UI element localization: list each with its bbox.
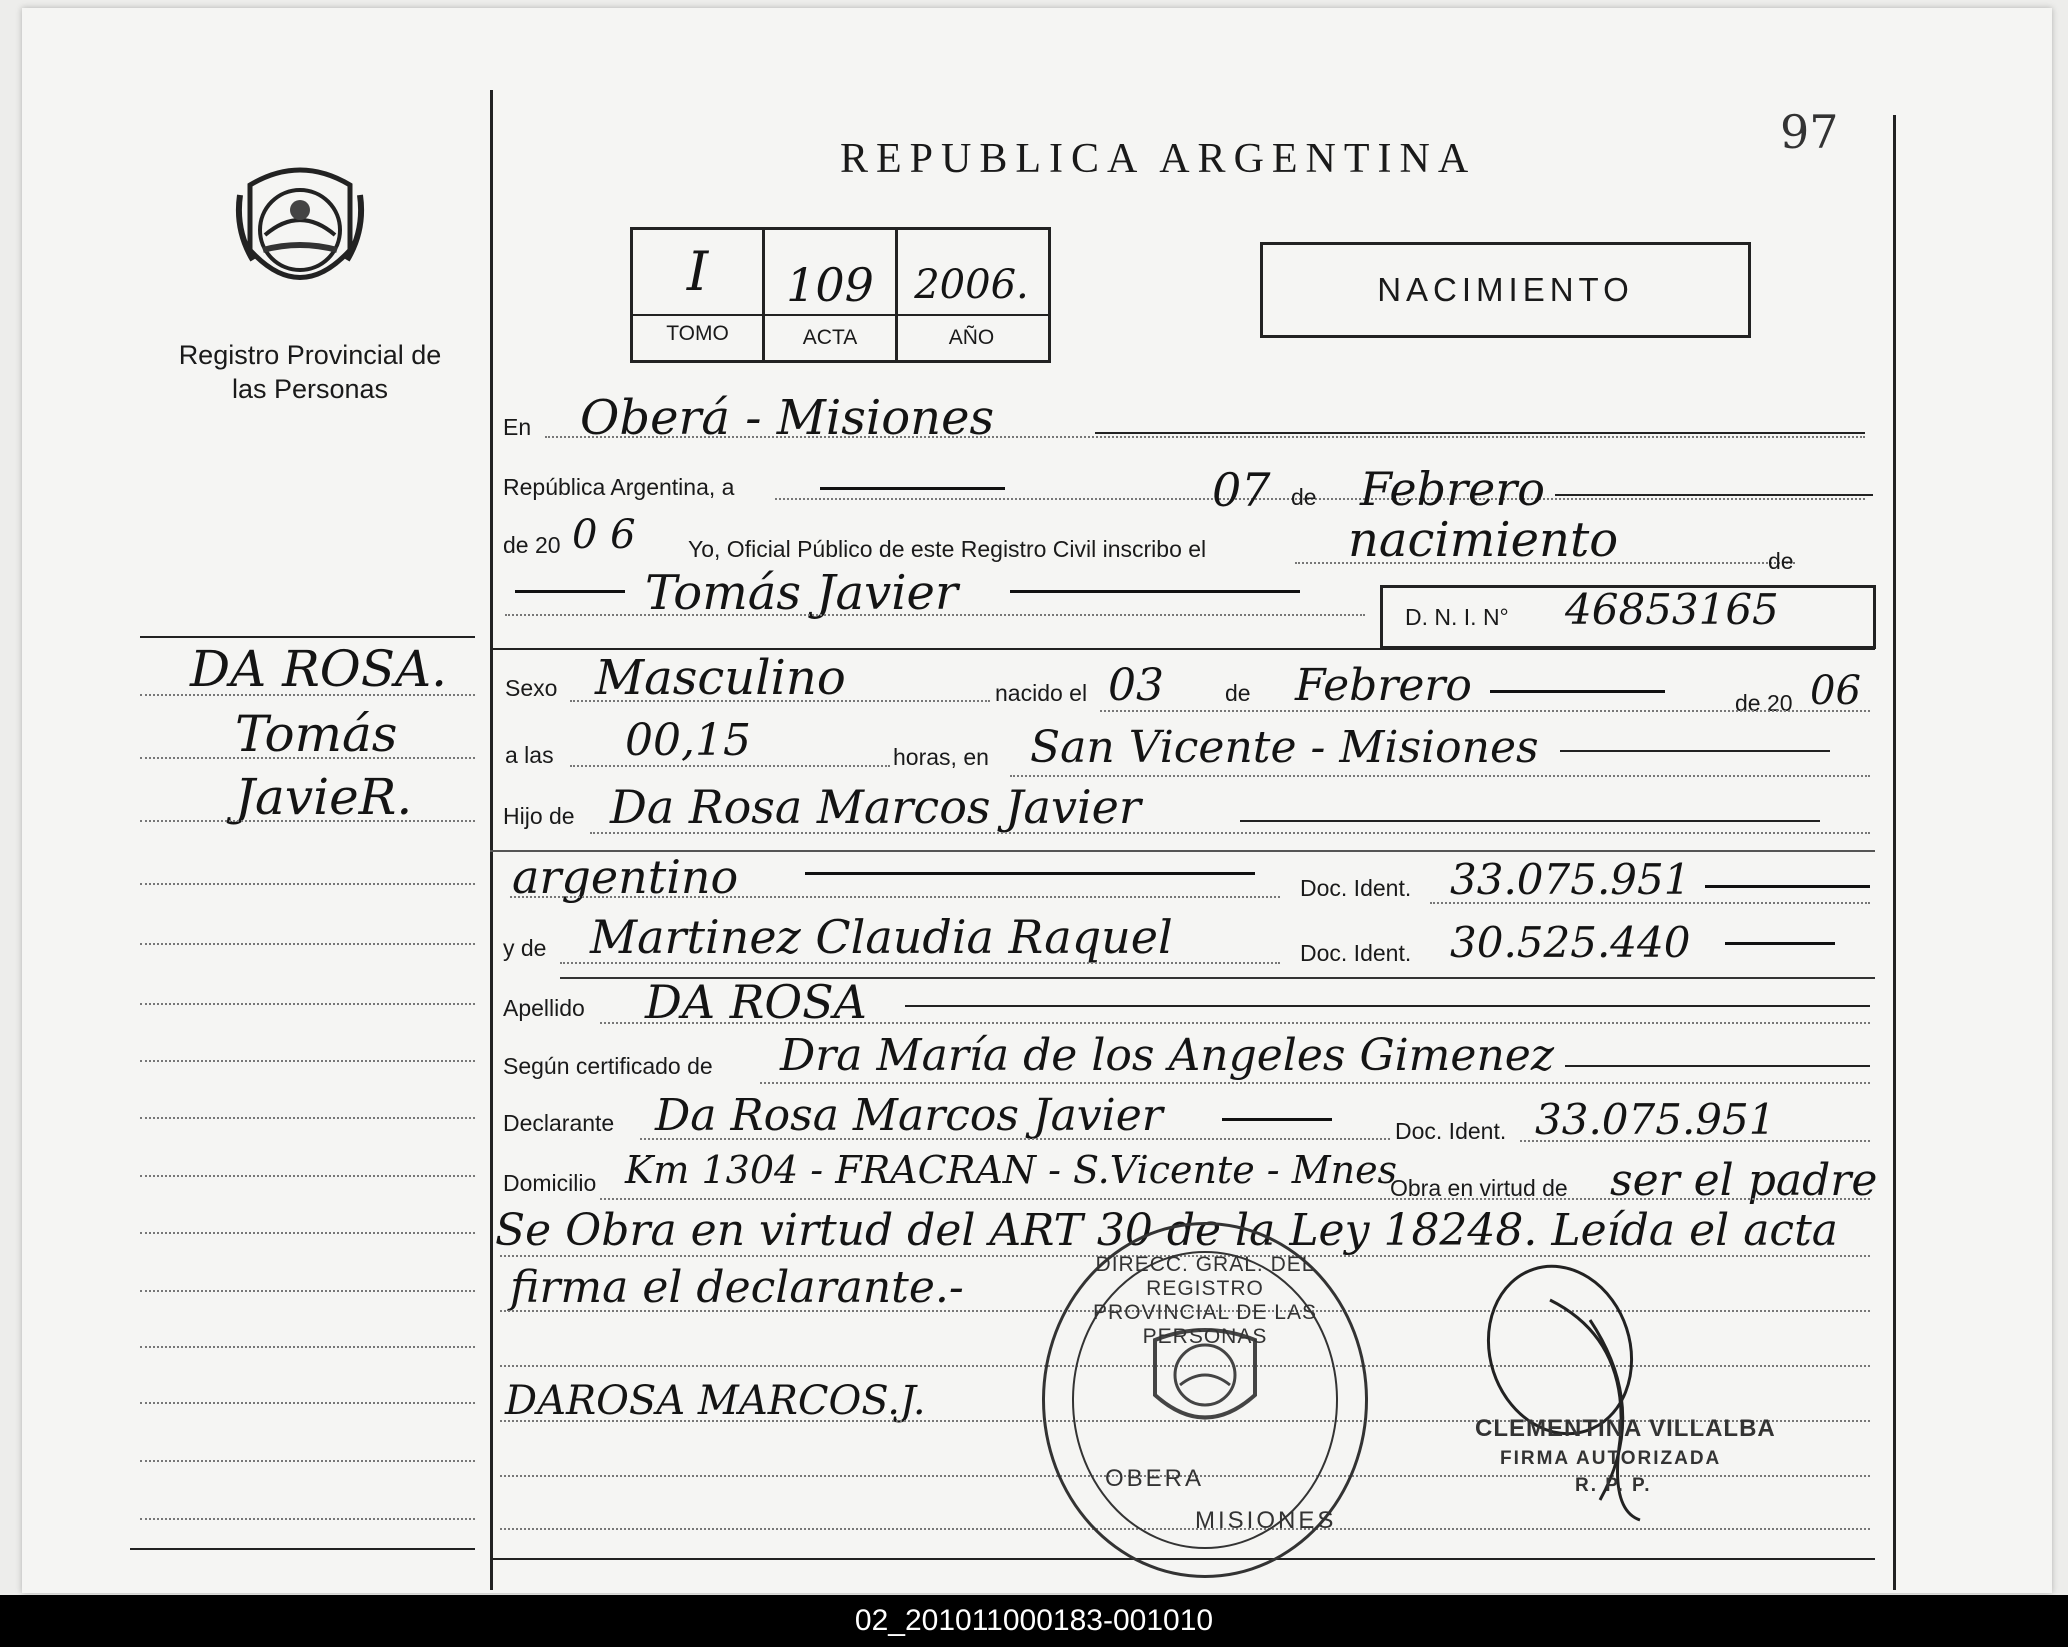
left-column-border — [490, 90, 493, 1590]
stamp-outer-text: DIRECC. GRAL. DEL REGISTRO PROVINCIAL DE LAS PERSONAS — [1093, 1253, 1317, 1348]
label-doc-ident-father: Doc. Ident. — [1300, 875, 1412, 901]
right-border — [1893, 115, 1896, 1590]
official-title: FIRMA AUTORIZADA — [1500, 1448, 1722, 1469]
official-name: CLEMENTINA VILLALBA — [1475, 1415, 1776, 1442]
label-en: En — [503, 414, 532, 440]
official-stamp — [1042, 1222, 1368, 1578]
stamp-city: OBERA — [1105, 1465, 1205, 1492]
value-birth-day: 03 — [1108, 660, 1164, 711]
acta-value: 109 — [786, 258, 874, 312]
value-father: Da Rosa Marcos Javier — [610, 780, 1141, 834]
label-yo-oficial: Yo, Oficial Público de este Registro Civil inscribo el — [688, 536, 1207, 562]
registry-name: Registro Provincial de las Personas — [178, 340, 442, 404]
label-sexo: Sexo — [505, 675, 558, 701]
acta-label: ACTA — [802, 326, 858, 349]
label-de-20: de 20 — [503, 532, 561, 558]
value-child-name: Tomás Javier — [645, 565, 958, 621]
scan-id-footer: 02_201011000183-001010 — [0, 1595, 2068, 1647]
label-doc-ident-declarant: Doc. Ident. — [1395, 1118, 1507, 1144]
value-mother-doc: 30.525.440 — [1450, 918, 1691, 967]
value-time: 00,15 — [625, 715, 751, 766]
label-nacido-el: nacido el — [995, 680, 1088, 706]
value-birth-month: Febrero — [1295, 660, 1472, 711]
value-place: Oberá - Misiones — [580, 390, 995, 446]
stamp-province: MISIONES — [1195, 1507, 1337, 1534]
label-de-event: de — [1768, 548, 1794, 574]
label-apellido: Apellido — [503, 995, 585, 1021]
tomo-label: TOMO — [666, 322, 729, 345]
value-day: 07 — [1212, 463, 1271, 517]
label-doc-ident-mother: Doc. Ident. — [1300, 940, 1412, 966]
value-year-suffix: 0 6 — [572, 512, 636, 558]
value-sex: Masculino — [595, 650, 846, 706]
label-y-de: y de — [503, 935, 547, 961]
declarant-signature: DAROSA MARCOS.J. — [505, 1378, 926, 1424]
provincial-seal-logo — [235, 155, 365, 305]
value-father-nationality: argentino — [512, 850, 739, 904]
anio-label: AÑO — [948, 326, 995, 349]
label-a-las: a las — [505, 742, 554, 768]
value-father-doc: 33.075.951 — [1450, 855, 1691, 904]
value-event: nacimiento — [1348, 512, 1619, 568]
label-segun: Según certificado de — [503, 1053, 713, 1079]
label-de-month: de — [1291, 484, 1317, 510]
label-republica: República Argentina, a — [503, 474, 735, 500]
value-certificate-by: Dra María de los Angeles Gimenez — [780, 1030, 1554, 1081]
note-line-2: firma el declarante.- — [510, 1262, 964, 1313]
act-type-box: NACIMIENTO — [1260, 242, 1751, 338]
tomo-value: I — [686, 240, 709, 303]
label-declarante: Declarante — [503, 1110, 615, 1136]
page-number: 97 — [1780, 105, 1839, 159]
value-birth-place: San Vicente - Misiones — [1030, 722, 1539, 773]
label-obra-en-virtud: Obra en virtud de — [1390, 1175, 1568, 1201]
official-abbrev: R. P. P. — [1575, 1475, 1652, 1496]
value-declarant: Da Rosa Marcos Javier — [655, 1090, 1163, 1141]
label-horas-en: horas, en — [893, 744, 989, 770]
value-by-virtue-of: ser el padre — [1610, 1155, 1878, 1206]
value-address: Km 1304 - FRACRAN - S.Vicente - Mnes — [625, 1148, 1398, 1192]
note-line-1: Se Obra en virtud del ART 30 de la Ley 18248. Leída el acta — [495, 1205, 1838, 1256]
value-mother: Martinez Claudia Raquel — [590, 910, 1173, 964]
label-domicilio: Domicilio — [503, 1170, 597, 1196]
value-dni: 46853165 — [1565, 585, 1779, 634]
value-surname: DA ROSA — [645, 975, 867, 1029]
label-de-birth-month: de — [1225, 680, 1251, 706]
margin-first-name: Tomás — [235, 705, 398, 763]
label-hijo-de: Hijo de — [503, 803, 575, 829]
anio-value: 2006. — [914, 262, 1029, 308]
value-birth-year-suffix: 06 — [1810, 668, 1861, 714]
country-title: REPUBLICA ARGENTINA — [840, 136, 1477, 182]
margin-surname: DA ROSA. — [190, 640, 447, 698]
value-month: Febrero — [1360, 462, 1545, 516]
value-declarant-doc: 33.075.951 — [1535, 1095, 1776, 1144]
label-dni: D. N. I. N° — [1405, 604, 1509, 630]
label-de-20-birth: de 20 — [1735, 690, 1793, 716]
margin-second-name: JavieR. — [235, 768, 413, 826]
